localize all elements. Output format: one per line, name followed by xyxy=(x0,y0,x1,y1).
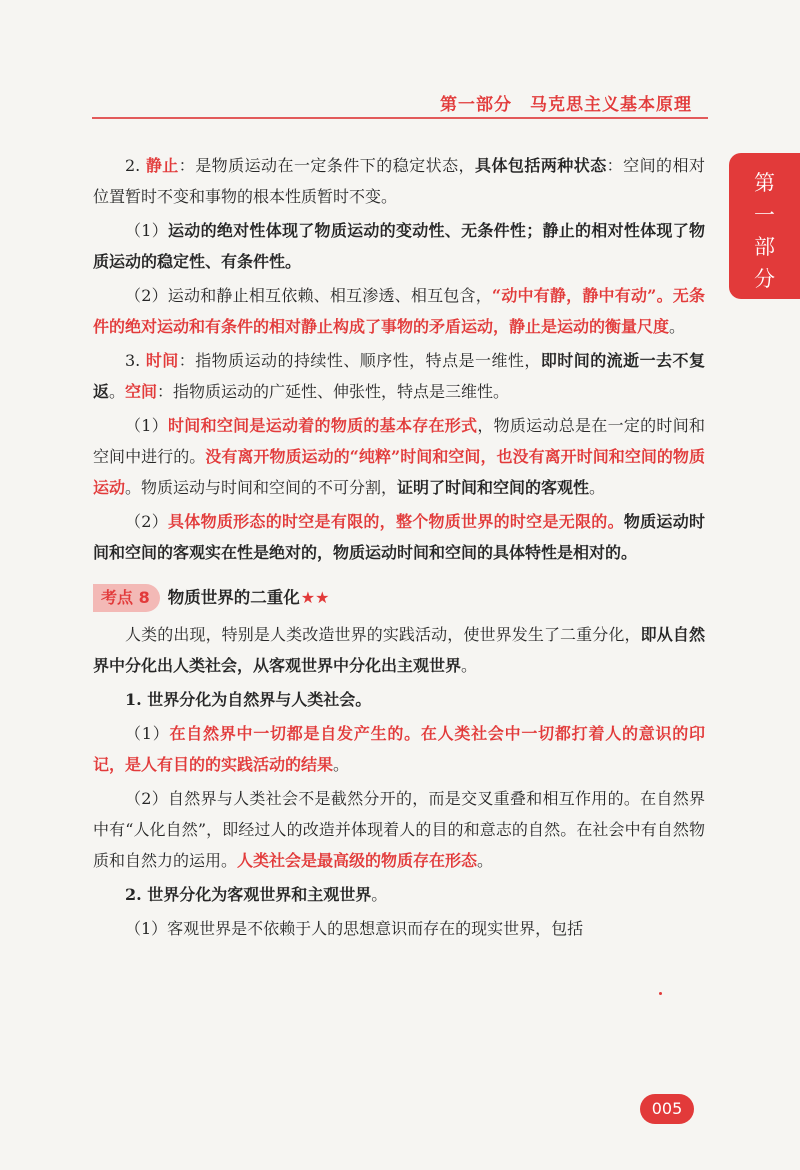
keyword-space: 空间 xyxy=(125,382,158,401)
exam-point-badge: 考点 8 xyxy=(93,584,160,612)
text-run-highlight: 人类社会是最高级的物质存在形态 xyxy=(237,851,478,870)
text-run: ：是物质运动在一定条件下的稳定状态， xyxy=(178,156,475,175)
text-run: （1） xyxy=(125,221,169,240)
text-run-highlight: 时间和空间是运动着的物质的基本存在形式 xyxy=(168,416,478,435)
paragraph-dual-world xyxy=(93,619,705,681)
text-run-bold: 2. 世界分化为客观世界和主观世界 xyxy=(125,885,372,904)
header-divider xyxy=(92,117,708,119)
text-run-highlight: 具体物质形态的时空是有限的，整个物质世界的时空是无限的。 xyxy=(168,512,624,531)
exam-point-heading xyxy=(93,582,705,613)
text-run: ，物质运动总是在一定的时间和空间中进行的。 xyxy=(93,416,705,466)
paragraph-point-1 xyxy=(93,684,705,715)
text-run: 。 xyxy=(477,851,494,870)
text-run: （2） xyxy=(125,512,169,531)
text-run: （2）自然界与人类社会不是截然分开的，而是交叉重叠和相互作用的。在自然界中有“人化自然”，即经过人的改造并体现着人的目的和意志的自然。在社会中有自然物质和自然力的运用。 xyxy=(93,789,705,870)
keyword-static: 静止 xyxy=(145,156,179,175)
part-side-tab xyxy=(729,153,800,299)
text-run: （1） xyxy=(125,416,169,435)
text-run: 2. xyxy=(125,156,146,175)
text-run: 。 xyxy=(461,656,478,675)
text-run: ：空间的相对位置暂时不变和事物的根本性质暂时不变。 xyxy=(93,156,705,206)
paragraph-nature-society-1 xyxy=(93,718,705,780)
paragraph-static-absolute xyxy=(93,215,705,277)
paragraph-time-space-1 xyxy=(93,410,705,503)
text-run: 。 xyxy=(333,755,350,774)
text-run-bold: 即从自然界中分化出人类社会，从客观世界中分化出主观世界 xyxy=(93,625,705,675)
text-run: 。 xyxy=(669,317,686,336)
text-run: ：指物质运动的持续性、顺序性，特点是一维性， xyxy=(178,351,541,370)
text-run-bold: 1. 世界分化为自然界与人类社会。 xyxy=(125,690,372,709)
text-run: （1）客观世界是不依赖于人的思想意识而存在的现实世界，包括 xyxy=(125,919,584,938)
paragraph-time-space xyxy=(93,345,705,407)
paragraph-static xyxy=(93,150,705,212)
side-tab-char: 分 xyxy=(754,267,775,291)
page-number: 005 xyxy=(640,1094,694,1124)
text-run-highlight: 在自然界中一切都是自发产生的。在人类社会中一切都打着人的意识的印记，是人有目的的实践活动的结果 xyxy=(93,724,705,774)
paragraph-point-2 xyxy=(93,879,705,910)
side-tab-char: 第 xyxy=(754,171,775,195)
text-run: （1） xyxy=(125,724,170,743)
text-run-bold: 运动的绝对性体现了物质运动的变动性、无条件性；静止的相对性体现了物质运动的稳定性、有条件性。 xyxy=(93,221,705,271)
text-run-bold: 具体包括两种状态 xyxy=(474,156,607,175)
paragraph-objective-world xyxy=(93,913,705,944)
text-run-bold: 证明了时间和空间的客观性 xyxy=(397,478,590,497)
paragraph-motion-stillness xyxy=(93,280,705,342)
text-run: 。 xyxy=(589,478,606,497)
text-run: 人类的出现，特别是人类改造世界的实践活动，使世界发生了二重分化， xyxy=(125,625,641,644)
text-run: ：指物质运动的广延性、伸张性，特点是三维性。 xyxy=(157,382,510,401)
body-text xyxy=(93,150,705,947)
text-run: 。物质运动与时间和空间的不可分割， xyxy=(125,478,398,497)
text-run-highlight: 没有离开物质运动的“纯粹”时间和空间，也没有离开时间和空间的物质运动 xyxy=(93,447,705,497)
side-tab-char: 部 xyxy=(754,235,775,259)
exam-point-title xyxy=(168,582,330,613)
paragraph-time-space-2 xyxy=(93,506,705,568)
text-run-highlight: “动中有静，静中有动”。无条件的绝对运动和有条件的相对静止构成了事物的矛盾运动，静止是运动的衡量尺度 xyxy=(93,286,705,336)
heading-text: 物质世界的二重化 xyxy=(167,588,300,607)
star-icon: ★★ xyxy=(300,588,330,607)
text-run: 3. xyxy=(125,351,146,370)
text-run-bold: 物质运动时间和空间的客观实在性是绝对的，物质运动时间和空间的具体特性是相对的。 xyxy=(93,512,705,562)
paragraph-nature-society-2 xyxy=(93,783,705,876)
text-run: （2）运动和静止相互依赖、相互渗透、相互包含， xyxy=(125,286,492,305)
keyword-time: 时间 xyxy=(145,351,179,370)
decorative-dot xyxy=(659,992,662,995)
text-run: 。 xyxy=(109,382,126,401)
side-tab-char: 一 xyxy=(754,203,775,227)
text-run: 。 xyxy=(371,885,388,904)
running-header: 第一部分 马克思主义基本原理 xyxy=(440,95,692,115)
text-run-bold: 即时间的流逝一去不复返 xyxy=(93,351,705,401)
